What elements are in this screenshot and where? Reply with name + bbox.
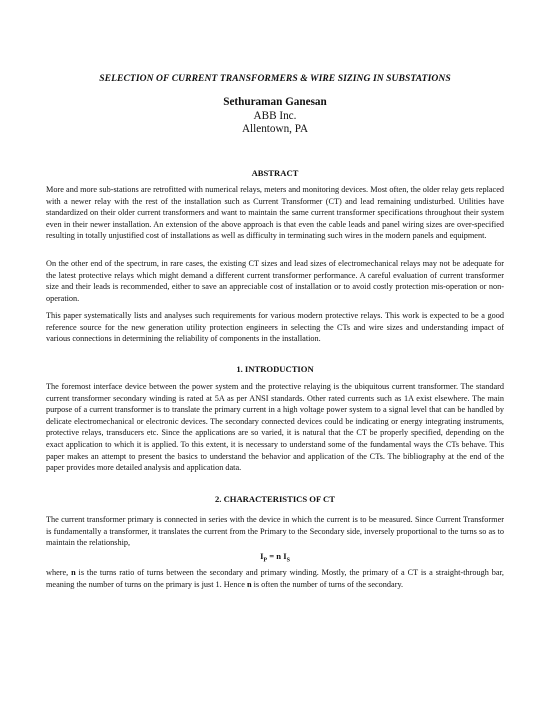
characteristics-heading: 2. CHARACTERISTICS OF CT xyxy=(214,494,335,504)
formula-rhs: I xyxy=(283,551,287,561)
formula-equals: = n xyxy=(267,551,284,561)
abstract-paragraph-2: On the other end of the spectrum, in rare cases, the existing CT sizes and lead sizes of electromechanical relays may not be adequate for the latest protective relays which might demand a different current transformer performance. A careful evaluation of current transformer size and their leads is recommended, either to save an appreciable cost of installation or to avoid costly protection mis-operation or non-operation. xyxy=(46,259,504,303)
author-location: Allentown, PA xyxy=(241,123,309,136)
p2-pre: where, xyxy=(46,568,72,577)
abstract-paragraph-3: This paper systematically lists and analyses such requirements for various modern protective relays. This work is expected to be a good reference source for the new generation utility protection engineers in selecting the CTs and wire sizes and understanding impact of various connections in determining the reliability of components in the installation. xyxy=(46,311,504,344)
p2-mid: is the turns ratio of turns between the secondary and primary winding. Mostly, the primary of a CT is a straight-through bar, meaning the number of turns on the primary is just 1. Hence xyxy=(46,568,504,589)
abstract-heading: ABSTRACT xyxy=(251,168,299,178)
introduction-heading: 1. INTRODUCTION xyxy=(236,364,314,374)
author-affiliation: ABB Inc. xyxy=(253,109,297,122)
characteristics-paragraph-2 xyxy=(46,567,504,590)
introduction-paragraph: The foremost interface device between the power system and the protective relaying is the ubiquitous current transformer. The standard current transformer secondary winding is rated at 5A as per ANSI standards. Other rated currents such as 1A exist elsewhere. The main purpose of a current transformer is to translate the primary current in a high voltage power system to a signal level that can be handled by delicate electromechanical or electronic devices. The secondary connected devices could be indicating or energy integrating instruments, protective relays, transducers etc. Since the applications are so varied, it is natural that the CT be properly specified, depending on the exact application to which it is applied. To this extent, it is necessary to understand some of the fundamental ways the CTs behave. This paper makes an attempt to present the basics to understand the behavior and application of the CTs. The bibliography at the end of the paper provides more detailed analysis and application data. xyxy=(46,382,504,473)
p2-var-n-2: n xyxy=(246,579,252,589)
current-ratio-formula xyxy=(46,551,504,564)
formula-lhs-subscript: P xyxy=(263,557,268,564)
author-block xyxy=(46,96,504,137)
author-name: Sethuraman Ganesan xyxy=(223,96,327,108)
characteristics-paragraph-1: The current transformer primary is connected in series with the device in which the current is to be measured. Since Current Transformer is fundamentally a transformer, it translates the current from the Primary to the Secondary side, inversely proportional to the turns so as to maintain the relationship, xyxy=(46,515,504,548)
paper-title: SELECTION OF CURRENT TRANSFORMERS & WIRE SIZING IN SUBSTATIONS xyxy=(99,73,451,84)
p2-post: is often the number of turns of the secondary. xyxy=(251,579,404,589)
formula-rhs-subscript: S xyxy=(286,557,290,564)
p2-var-n: n xyxy=(71,568,76,577)
formula-lhs: I xyxy=(260,551,264,561)
abstract-paragraph-1: More and more sub-stations are retrofitted with numerical relays, meters and monitoring devices. Most often, the older relay gets replaced with a newer relay with the rest of the installation such as Current Transformer (CT) and lead remaining undisturbed. Utilities have standardized on their older current transformers and want to maintain the same current transformer specifications throughout their system even in their newer installation. An extension of the above approach is that even the cable leads and panel wiring sizes are over-specified resulting in totally unjustified cost of installations as well as difficulty in terminating such wires in the modern panels and equipment. xyxy=(46,185,504,241)
